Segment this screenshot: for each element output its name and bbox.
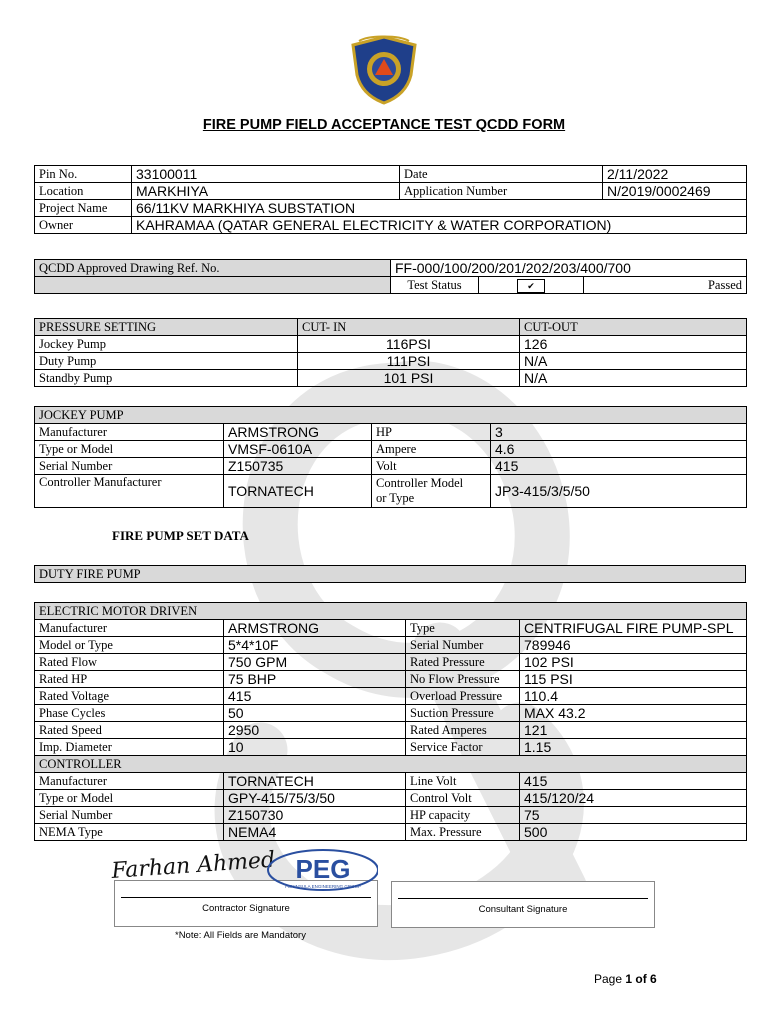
page-total: 6 (650, 972, 657, 986)
cut-in-value: 101 PSI (298, 370, 520, 387)
motor-value: 1.15 (520, 739, 747, 756)
info-table (34, 165, 747, 234)
civil-defence-emblem (345, 35, 423, 105)
cut-out-value: N/A (520, 370, 747, 387)
motor-label: Phase Cycles (35, 705, 224, 722)
table-row (35, 739, 747, 756)
motor-value: ARMSTRONG (224, 620, 406, 637)
controller-label: NEMA Type (35, 824, 224, 841)
motor-value: 789946 (520, 637, 747, 654)
form-title: FIRE PUMP FIELD ACCEPTANCE TEST QCDD FORM (202, 117, 566, 133)
consultant-signature-label: Consultant Signature (478, 904, 568, 915)
svg-text:PEG: PEG (295, 854, 351, 884)
manufacturer-label: Manufacturer (35, 424, 224, 441)
table-row (35, 705, 747, 722)
serial-value: Z150735 (224, 458, 372, 475)
cut-in-value: 111PSI (298, 353, 520, 370)
motor-value: 102 PSI (520, 654, 747, 671)
motor-label: Suction Pressure (406, 705, 520, 722)
cut-out-value: 126 (520, 336, 747, 353)
cut-in-value: 116PSI (298, 336, 520, 353)
motor-label: Rated Amperes (406, 722, 520, 739)
motor-value: 750 GPM (224, 654, 406, 671)
motor-value: 5*4*10F (224, 637, 406, 654)
motor-value: 50 (224, 705, 406, 722)
svg-text:Farhan Ahmed: Farhan Ahmed (110, 848, 276, 884)
volt-value: 415 (491, 458, 747, 475)
controller-label: Control Volt (406, 790, 520, 807)
motor-label: Type (406, 620, 520, 637)
motor-label: Manufacturer (35, 620, 224, 637)
motor-label: Rated Pressure (406, 654, 520, 671)
controller-value: Z150730 (224, 807, 406, 824)
table-row (35, 688, 747, 705)
location-value: MARKHIYA (132, 183, 400, 200)
table-row (35, 790, 747, 807)
controller-label: Type or Model (35, 790, 224, 807)
motor-value: 10 (224, 739, 406, 756)
consultant-signature-box[interactable] (391, 881, 655, 928)
serial-label: Serial Number (35, 458, 224, 475)
contractor-handwritten-signature (108, 848, 378, 898)
motor-label: No Flow Pressure (406, 671, 520, 688)
signature-line (398, 898, 648, 899)
motor-value: 121 (520, 722, 747, 739)
jockey-pump-table (34, 406, 747, 508)
controller-value: 500 (520, 824, 747, 841)
controller-label: Max. Pressure (406, 824, 520, 841)
motor-label: Rated Flow (35, 654, 224, 671)
table-row (35, 620, 747, 637)
volt-label: Volt (372, 458, 491, 475)
jockey-heading: JOCKEY PUMP (35, 407, 747, 424)
controller-value: GPY-415/75/3/50 (224, 790, 406, 807)
type-label: Type or Model (35, 441, 224, 458)
duty-heading: DUTY FIRE PUMP (35, 566, 746, 583)
drawing-ref-blank (35, 277, 391, 294)
owner-label: Owner (35, 217, 132, 234)
hp-value: 3 (491, 424, 747, 441)
controller-value: NEMA4 (224, 824, 406, 841)
pressure-setting-table (34, 318, 747, 387)
motor-label: Rated Speed (35, 722, 224, 739)
cut-in-header: CUT- IN (298, 319, 520, 336)
duty-fire-pump-table (34, 565, 746, 583)
application-number-label: Application Number (400, 183, 603, 200)
motor-value: 2950 (224, 722, 406, 739)
motor-label: Imp. Diameter (35, 739, 224, 756)
svg-text:PENINSULA ENGINEERING GROUP: PENINSULA ENGINEERING GROUP (285, 884, 361, 889)
pin-value: 33100011 (132, 166, 400, 183)
motor-value: 115 PSI (520, 671, 747, 688)
table-row (35, 671, 747, 688)
type-value: VMSF-0610A (224, 441, 372, 458)
table-row (35, 370, 747, 387)
controller-label: Serial Number (35, 807, 224, 824)
pressure-row-label: Standby Pump (35, 370, 298, 387)
pressure-header: PRESSURE SETTING (35, 319, 298, 336)
table-row (35, 824, 747, 841)
controller-value: 75 (520, 807, 747, 824)
drawing-ref-value: FF-000/100/200/201/202/203/400/700 (391, 260, 747, 277)
controller-value: 415/120/24 (520, 790, 747, 807)
controller-model-value: JP3-415/3/5/50 (491, 475, 747, 508)
controller-model-label-line: Controller Model (376, 476, 464, 490)
controller-manufacturer-value: TORNATECH (224, 475, 372, 508)
check-icon: ✔ (517, 279, 545, 293)
owner-value: KAHRAMAA (QATAR GENERAL ELECTRICITY & WATER CORPORATION) (132, 217, 747, 234)
location-label: Location (35, 183, 132, 200)
mandatory-note: *Note: All Fields are Mandatory (175, 930, 306, 941)
controller-label: Line Volt (406, 773, 520, 790)
controller-model-label-line: or Type (376, 491, 415, 505)
test-status-checkbox[interactable] (479, 277, 584, 294)
project-name-label: Project Name (35, 200, 132, 217)
controller-value: TORNATECH (224, 773, 406, 790)
motor-value: 415 (224, 688, 406, 705)
pin-label: Pin No. (35, 166, 132, 183)
drawing-ref-table (34, 259, 747, 294)
table-row (35, 336, 747, 353)
electric-motor-table (34, 602, 747, 841)
motor-label: Rated Voltage (35, 688, 224, 705)
motor-value: CENTRIFUGAL FIRE PUMP-SPL (520, 620, 747, 637)
hp-label: HP (372, 424, 491, 441)
ampere-label: Ampere (372, 441, 491, 458)
contractor-signature-label: Contractor Signature (202, 903, 290, 914)
cut-out-value: N/A (520, 353, 747, 370)
page-prefix: Page (594, 972, 626, 986)
motor-label: Service Factor (406, 739, 520, 756)
pressure-row-label: Duty Pump (35, 353, 298, 370)
date-label: Date (400, 166, 603, 183)
motor-label: Serial Number (406, 637, 520, 654)
table-row (35, 654, 747, 671)
test-status-label: Test Status (391, 277, 479, 294)
table-row (35, 773, 747, 790)
pressure-row-label: Jockey Pump (35, 336, 298, 353)
motor-label: Model or Type (35, 637, 224, 654)
cut-out-header: CUT-OUT (520, 319, 747, 336)
motor-value: MAX 43.2 (520, 705, 747, 722)
controller-value: 415 (520, 773, 747, 790)
manufacturer-value: ARMSTRONG (224, 424, 372, 441)
controller-heading: CONTROLLER (35, 756, 747, 773)
test-status-value: Passed (584, 277, 747, 294)
motor-label: Overload Pressure (406, 688, 520, 705)
controller-model-label (372, 475, 491, 508)
page-current: 1 (625, 972, 633, 986)
page-of: of (632, 972, 651, 986)
table-row (35, 807, 747, 824)
ampere-value: 4.6 (491, 441, 747, 458)
controller-label: Manufacturer (35, 773, 224, 790)
drawing-ref-label: QCDD Approved Drawing Ref. No. (35, 260, 391, 277)
motor-heading: ELECTRIC MOTOR DRIVEN (35, 603, 747, 620)
controller-label: HP capacity (406, 807, 520, 824)
controller-manufacturer-label: Controller Manufacturer (35, 475, 224, 508)
page-number (594, 972, 657, 986)
set-data-heading: FIRE PUMP SET DATA (112, 528, 249, 543)
motor-value: 75 BHP (224, 671, 406, 688)
motor-value: 110.4 (520, 688, 747, 705)
table-row (35, 637, 747, 654)
table-row (35, 722, 747, 739)
application-number-value: N/2019/0002469 (603, 183, 747, 200)
table-row (35, 353, 747, 370)
motor-label: Rated HP (35, 671, 224, 688)
date-value: 2/11/2022 (603, 166, 747, 183)
project-name-value: 66/11KV MARKHIYA SUBSTATION (132, 200, 747, 217)
